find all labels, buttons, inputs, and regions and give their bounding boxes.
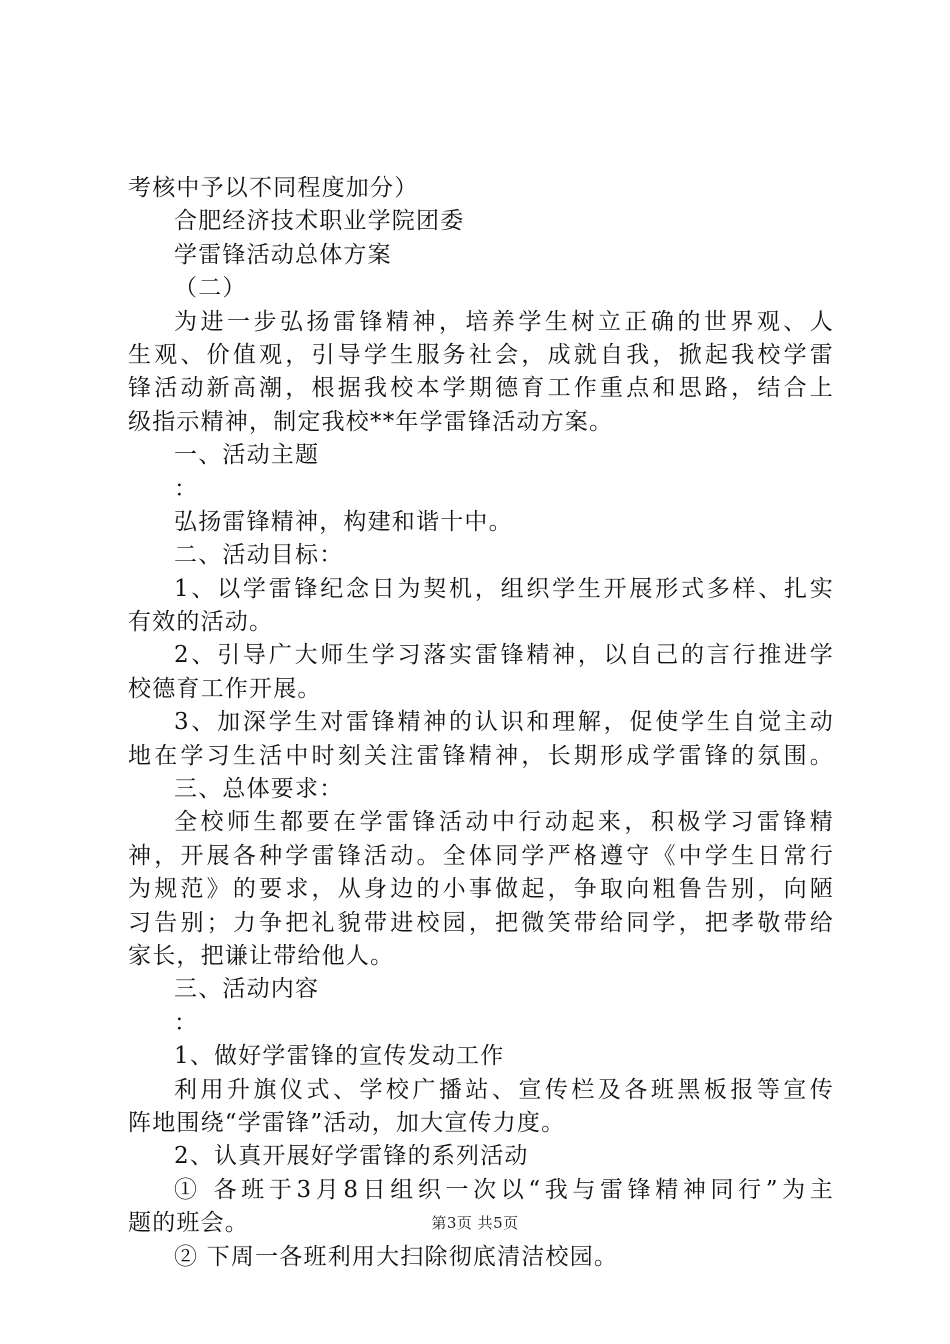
text-line: 全校师生都要在学雷锋活动中行动起来，积极学习雷锋精 <box>174 809 834 836</box>
text-line: 利用升旗仪式、学校广播站、宣传栏及各班黑板报等宣传 <box>174 1076 834 1103</box>
text-line: 为进一步弘扬雷锋精神，培养学生树立正确的世界观、人 <box>174 308 834 335</box>
text-line: 2、认真开展好学雷锋的系列活动 <box>174 1143 529 1170</box>
text-line: 考核中予以不同程度加分） <box>128 175 419 201</box>
text-line: 级指示精神，制定我校**年学雷锋活动方案。 <box>128 408 614 435</box>
section-heading: 一、活动主题 <box>174 442 320 469</box>
text-line: 习告别；力争把礼貌带进校园，把微笑带给同学，把孝敬带给 <box>128 909 834 936</box>
text-line: ① 各班于3月8日组织一次以“我与雷锋精神同行”为主 <box>174 1176 834 1203</box>
text-line: 家长，把谦让带给他人。 <box>128 942 395 969</box>
text-line: 3、加深学生对雷锋精神的认识和理解，促使学生自觉主动 <box>174 709 834 736</box>
text-line: ： <box>174 1009 199 1036</box>
section-heading: 二、活动目标： <box>174 542 344 569</box>
text-line: 合肥经济技术职业学院团委 <box>174 208 465 235</box>
text-line: 锋活动新高潮，根据我校本学期德育工作重点和思路，结合上 <box>128 375 834 402</box>
text-line: 为规范》的要求，从身边的小事做起，争取向粗鲁告别，向陋 <box>128 876 834 903</box>
page-number: 第3页 共5页 <box>431 1214 519 1232</box>
text-line: ② 下周一各班利用大扫除彻底清洁校园。 <box>174 1243 619 1270</box>
text-line: 阵地围绕“学雷锋”活动，加大宣传力度。 <box>128 1109 566 1136</box>
text-line: 校德育工作开展。 <box>128 675 322 702</box>
text-line: 弘扬雷锋精神，构建和谐十中。 <box>174 508 513 535</box>
text-line: （二） <box>174 275 247 302</box>
text-line: 题的班会。 <box>128 1210 249 1237</box>
section-heading: 三、活动内容 <box>174 976 320 1003</box>
text-line: 1、以学雷锋纪念日为契机，组织学生开展形式多样、扎实 <box>174 575 834 602</box>
document-body <box>128 172 834 1274</box>
text-line: 学雷锋活动总体方案 <box>174 241 392 268</box>
text-line: 神，开展各种学雷锋活动。全体同学严格遵守《中学生日常行 <box>128 842 834 869</box>
section-heading: 三、总体要求： <box>174 776 344 803</box>
text-line: 地在学习生活中时刻关注雷锋精神，长期形成学雷锋的氛围。 <box>128 742 834 769</box>
text-line: 生观、价值观，引导学生服务社会，成就自我，掀起我校学雷 <box>128 341 834 368</box>
text-line: 1、做好学雷锋的宣传发动工作 <box>174 1043 505 1070</box>
text-line: 2、引导广大师生学习落实雷锋精神，以自己的言行推进学 <box>174 642 834 669</box>
text-line: 有效的活动。 <box>128 609 274 636</box>
text-line: ： <box>174 475 199 502</box>
